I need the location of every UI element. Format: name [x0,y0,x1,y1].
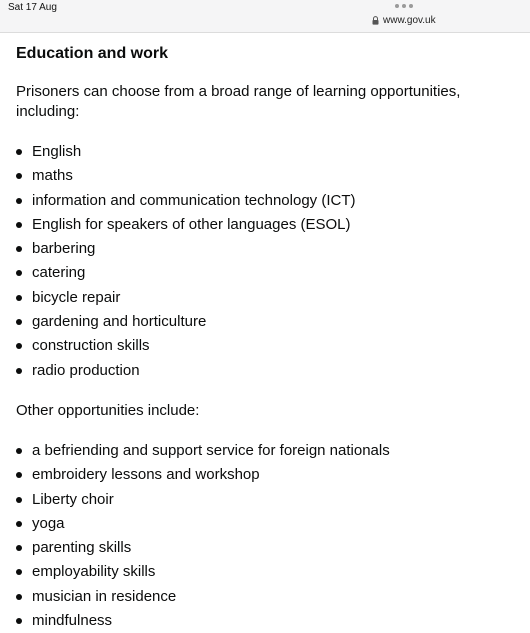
lock-icon [372,16,379,25]
list-item: parenting skills [16,536,521,560]
list-item: construction skills [16,334,521,358]
list-item: maths [16,164,521,188]
list-item: barbering [16,237,521,261]
list-item: Liberty choir [16,488,521,512]
section-title: Education and work [16,45,169,62]
other-intro: Other opportunities include: [16,401,200,419]
list-item: radio production [16,359,521,383]
list-item: gardening and horticulture [16,310,521,334]
address-bar[interactable] [372,15,436,26]
list-item: bicycle repair [16,286,521,310]
more-dots-icon[interactable] [395,4,413,8]
list-item: catering [16,261,521,285]
list-item: mindfulness [16,609,521,633]
list-item: employability skills [16,560,521,584]
list-item: English [16,140,521,164]
other-opportunities-list [16,439,521,633]
list-item: musician in residence [16,585,521,609]
learning-intro: Prisoners can choose from a broad range of learning opportunities, including: [16,83,461,120]
list-item: yoga [16,512,521,536]
list-item: information and communication technology (ICT) [16,189,521,213]
page-content [16,44,521,633]
list-item: embroidery lessons and workshop [16,463,521,487]
learning-opportunities-list [16,140,521,383]
status-date: Sat 17 Aug [8,2,57,13]
browser-status-bar [0,0,530,33]
list-item: English for speakers of other languages (ESOL) [16,213,521,237]
url-text[interactable]: www.gov.uk [383,15,436,26]
list-item: a befriending and support service for foreign nationals [16,439,521,463]
